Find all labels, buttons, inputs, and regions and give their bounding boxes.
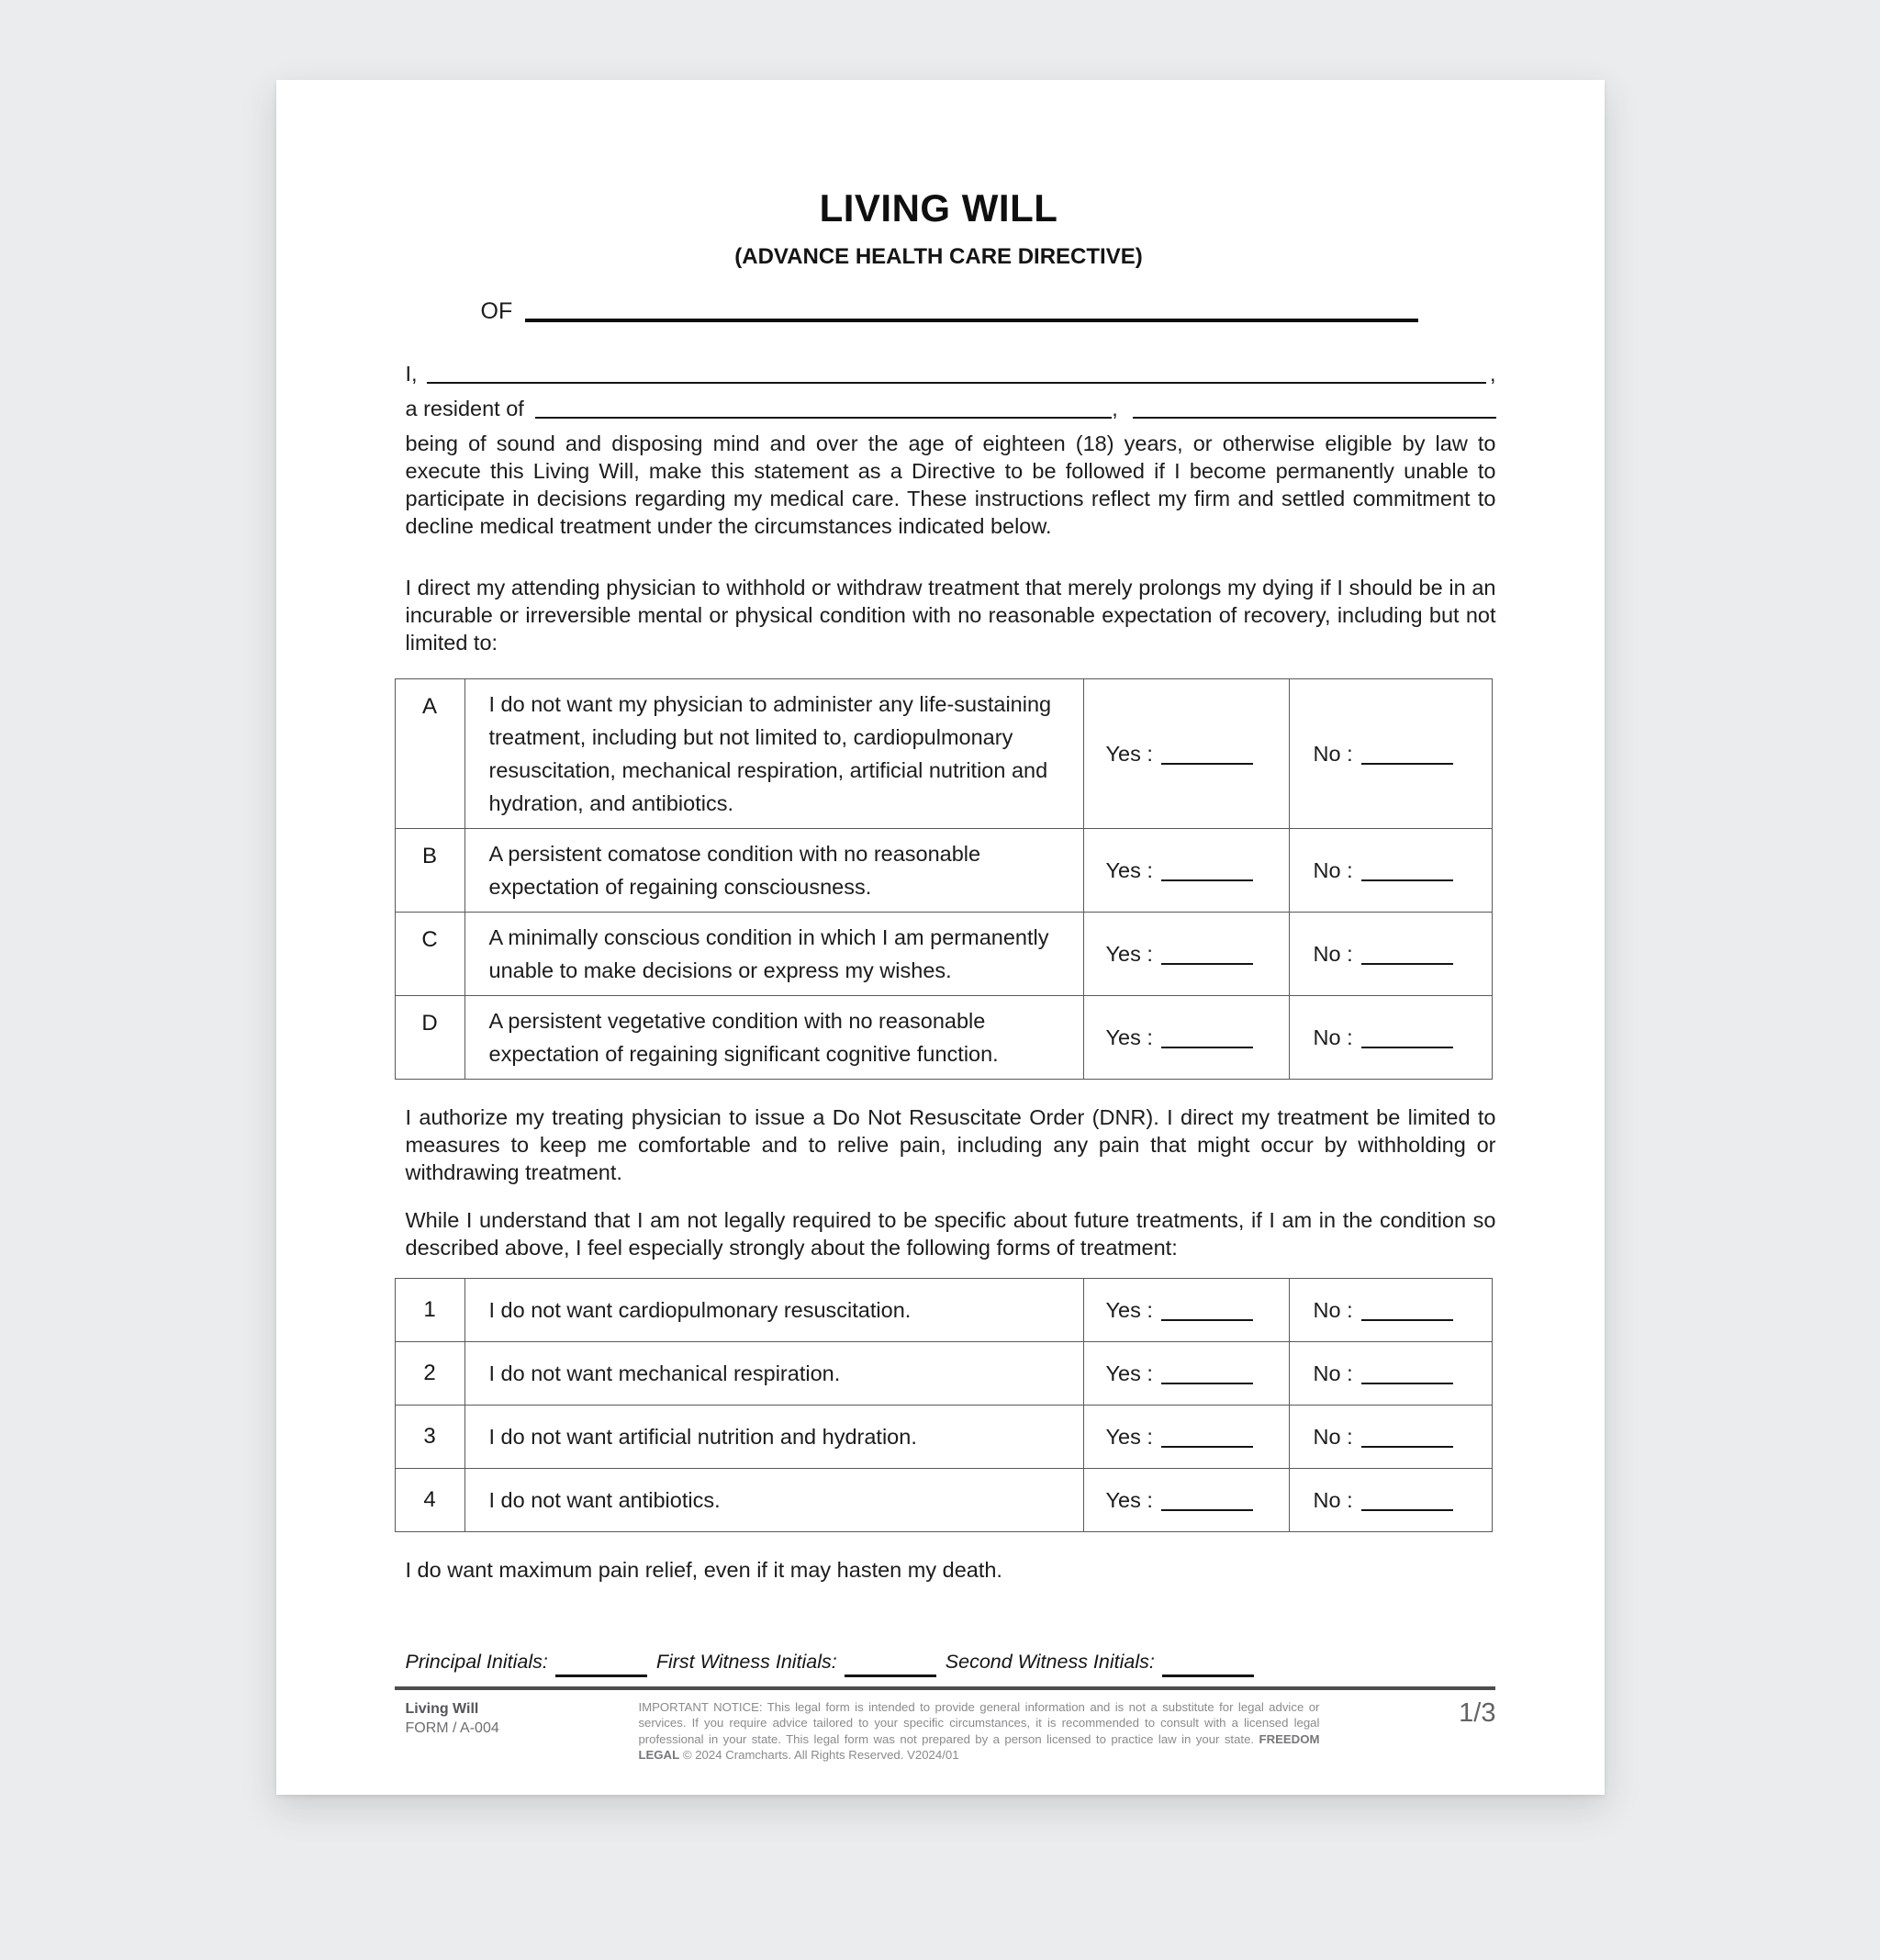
- trailing-comma: ,: [1489, 362, 1496, 386]
- first-witness-initials-blank[interactable]: [845, 1668, 936, 1677]
- treatment-id: 2: [395, 1342, 464, 1406]
- treatment-id: 1: [395, 1279, 464, 1342]
- condition-row-d: [395, 996, 1492, 1080]
- condition-a-yes-blank[interactable]: [1161, 754, 1253, 765]
- condition-row-b: [395, 829, 1492, 913]
- residence-comma: ,: [1112, 397, 1118, 420]
- notice-text-after-brand: © 2024 Cramcharts. All Rights Reserved. V2024/01: [679, 1748, 959, 1763]
- directive-paragraph: I direct my attending physician to withhold or withdraw treatment that merely prolongs my dying if I should be in an incurable or irreversible mental or physical condition with no reasonable expectation of recovery, including but not limited to:: [405, 576, 1496, 655]
- treatment-2-no-cell: [1289, 1342, 1492, 1406]
- footer-divider: [395, 1686, 1495, 1690]
- treatment-3-yes-cell: [1083, 1406, 1289, 1469]
- declarant-name-blank[interactable]: [427, 382, 1486, 384]
- no-label: No :: [1313, 857, 1353, 882]
- yes-label: Yes :: [1105, 1487, 1153, 1512]
- yes-label: Yes :: [1105, 857, 1153, 882]
- of-label: OF: [480, 298, 513, 324]
- treatment-1-yes-blank[interactable]: [1161, 1310, 1253, 1321]
- condition-d-no-blank[interactable]: [1361, 1037, 1453, 1048]
- no-label: No :: [1313, 1424, 1353, 1449]
- condition-id: C: [395, 913, 464, 996]
- treatment-3-no-blank[interactable]: [1361, 1437, 1453, 1448]
- condition-b-no-cell: [1289, 829, 1492, 913]
- living-will-page: [276, 80, 1605, 1795]
- of-line: [481, 297, 1496, 325]
- yes-label: Yes :: [1105, 1424, 1153, 1449]
- conditions-table: [395, 678, 1493, 1080]
- yes-label: Yes :: [1105, 1025, 1153, 1049]
- treatment-1-yes-cell: [1083, 1279, 1289, 1342]
- condition-a-no-blank[interactable]: [1361, 754, 1453, 765]
- treatment-2-yes-cell: [1083, 1342, 1289, 1406]
- condition-b-yes-cell: [1083, 829, 1289, 913]
- pain-relief-statement: I do want maximum pain relief, even if it may hasten my death.: [405, 1558, 1002, 1582]
- condition-c-no-cell: [1289, 913, 1492, 996]
- condition-id: D: [395, 996, 464, 1080]
- condition-d-yes-cell: [1083, 996, 1289, 1080]
- condition-text: A minimally conscious condition in which I am permanently unable to make decisions or express my wishes.: [464, 913, 1083, 996]
- dnr-paragraph: I authorize my treating physician to issue a Do Not Resuscitate Order (DNR). I direct my treatment be limited to measures to keep me comfortable and to relive pain, including any pain that might occur by withholding or withdrawing treatment.: [405, 1105, 1496, 1184]
- condition-b-no-blank[interactable]: [1361, 870, 1453, 881]
- treatment-1-no-blank[interactable]: [1361, 1310, 1453, 1321]
- no-label: No :: [1313, 741, 1353, 766]
- first-witness-initials-label: First Witness Initials:: [655, 1651, 837, 1673]
- treatment-4-no-blank[interactable]: [1361, 1500, 1453, 1511]
- treatment-row-1: [395, 1279, 1492, 1342]
- second-witness-initials-label: Second Witness Initials:: [945, 1651, 1155, 1673]
- document-title: LIVING WILL: [819, 186, 1058, 230]
- treatment-1-no-cell: [1289, 1279, 1492, 1342]
- brand-name: FREEDOM LEGAL: [638, 1731, 1320, 1763]
- treatments-table: [395, 1278, 1493, 1532]
- treatment-row-2: [395, 1342, 1492, 1406]
- condition-d-no-cell: [1289, 996, 1492, 1080]
- yes-label: Yes :: [1105, 1297, 1153, 1322]
- notice-text-before-brand: IMPORTANT NOTICE: This legal form is intended to provide general information and is not a substitute for legal advice or services. If you require advice tailored to your specific circumstances, it is recommended to consult with a licensed legal professional in your state. This legal form was not prepared by a person licensed to practice law in your state.: [638, 1700, 1320, 1746]
- no-label: No :: [1313, 941, 1353, 966]
- of-name-blank[interactable]: [525, 319, 1417, 322]
- treatment-2-no-blank[interactable]: [1361, 1373, 1453, 1384]
- resident-label: a resident of: [405, 397, 524, 420]
- condition-c-yes-cell: [1083, 913, 1289, 996]
- treatment-4-yes-blank[interactable]: [1161, 1500, 1253, 1511]
- second-witness-initials-blank[interactable]: [1162, 1668, 1254, 1677]
- condition-c-no-blank[interactable]: [1361, 954, 1453, 965]
- treatment-text: I do not want antibiotics.: [464, 1469, 1083, 1532]
- footer-doc-name: Living Will: [405, 1701, 479, 1717]
- condition-text: I do not want my physician to administer any life-sustaining treatment, including but not limited to, cardiopulmonary resuscitation, mechanical respiration, artificial nutrition and hydration, and antibiotics.: [464, 679, 1083, 829]
- condition-a-no-cell: [1289, 679, 1492, 829]
- condition-b-yes-blank[interactable]: [1161, 870, 1253, 881]
- condition-text: A persistent comatose condition with no reasonable expectation of regaining consciousness.: [464, 829, 1083, 913]
- principal-initials-label: Principal Initials:: [405, 1651, 548, 1673]
- treatment-4-yes-cell: [1083, 1469, 1289, 1532]
- condition-row-c: [395, 913, 1492, 996]
- page-number: 1/3: [1459, 1698, 1496, 1728]
- residence-line: [406, 395, 1496, 422]
- yes-label: Yes :: [1105, 741, 1153, 766]
- no-label: No :: [1313, 1487, 1353, 1512]
- no-label: No :: [1313, 1361, 1353, 1385]
- document-subtitle: (ADVANCE HEALTH CARE DIRECTIVE): [734, 244, 1143, 269]
- residence-state-blank[interactable]: [1133, 417, 1496, 419]
- treatment-3-yes-blank[interactable]: [1161, 1437, 1253, 1448]
- principal-initials-blank[interactable]: [555, 1668, 647, 1677]
- treatments-intro-paragraph: While I understand that I am not legally required to be specific about future treatments, if I am in the condition so described above, I feel especially strongly about the following forms of treatment:: [405, 1208, 1496, 1260]
- condition-a-yes-cell: [1083, 679, 1289, 829]
- condition-id: B: [395, 829, 464, 913]
- opening-paragraph: being of sound and disposing mind and over the age of eighteen (18) years, or otherwise eligible by law to execute this Living Will, make this statement as a Directive to be followed if I become permanently unable to participate in decisions regarding my medical care. These instructions reflect my firm and settled commitment to decline medical treatment under the circumstances indicated below.: [405, 431, 1496, 538]
- footer: [406, 1699, 1496, 1764]
- condition-d-yes-blank[interactable]: [1161, 1037, 1253, 1048]
- treatment-3-no-cell: [1289, 1406, 1492, 1469]
- i-label: I,: [405, 362, 418, 386]
- no-label: No :: [1313, 1025, 1353, 1049]
- condition-c-yes-blank[interactable]: [1161, 954, 1253, 965]
- treatment-4-no-cell: [1289, 1469, 1492, 1532]
- treatment-text: I do not want cardiopulmonary resuscitation.: [464, 1279, 1083, 1342]
- no-label: No :: [1313, 1297, 1353, 1322]
- treatment-2-yes-blank[interactable]: [1161, 1373, 1253, 1384]
- yes-label: Yes :: [1105, 941, 1153, 966]
- treatment-text: I do not want artificial nutrition and hydration.: [464, 1406, 1083, 1469]
- yes-label: Yes :: [1105, 1361, 1153, 1385]
- treatment-row-4: [395, 1469, 1492, 1532]
- residence-city-blank[interactable]: [535, 417, 1112, 419]
- footer-form-info: [406, 1699, 499, 1738]
- footer-form-code: FORM / A-004: [405, 1720, 499, 1736]
- footer-legal-notice: [638, 1699, 1319, 1764]
- condition-text: A persistent vegetative condition with no reasonable expectation of regaining significant cognitive function.: [464, 996, 1083, 1080]
- treatment-id: 3: [395, 1406, 464, 1469]
- treatment-row-3: [395, 1406, 1492, 1469]
- treatment-id: 4: [395, 1469, 464, 1532]
- declarant-name-line: [406, 360, 1496, 387]
- treatment-text: I do not want mechanical respiration.: [464, 1342, 1083, 1406]
- condition-id: A: [395, 679, 464, 829]
- condition-row-a: [395, 679, 1492, 829]
- initials-line: [406, 1650, 1496, 1674]
